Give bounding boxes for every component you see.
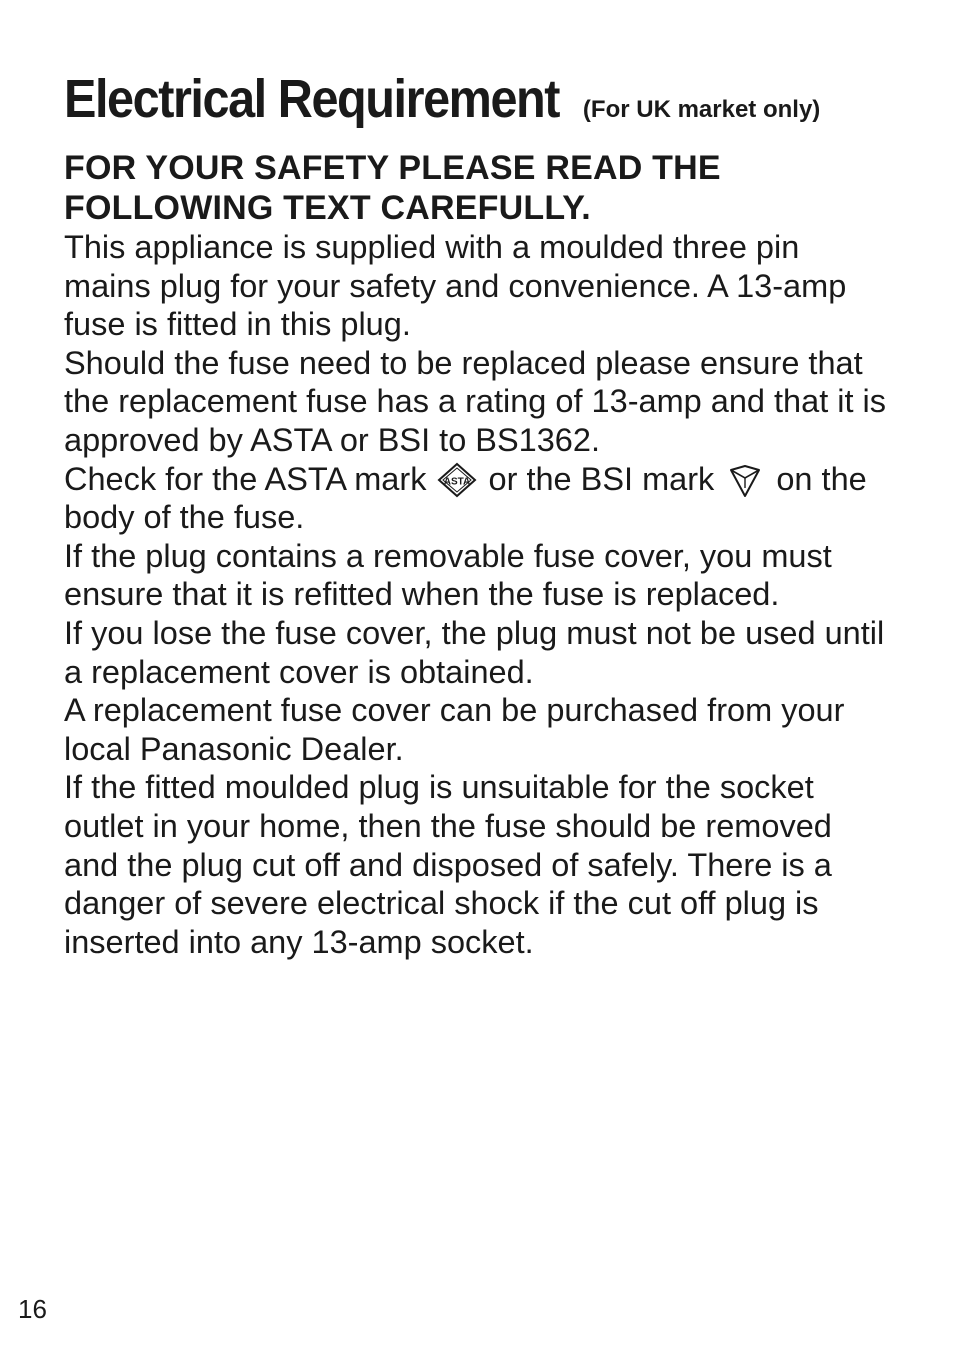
asta-mark-icon: [437, 462, 477, 498]
page-title: Electrical Requirement: [64, 69, 560, 129]
safety-warning-line-1: FOR YOUR SAFETY PLEASE READ THE: [64, 149, 721, 187]
body-text: [64, 228, 894, 961]
page-subtitle: (For UK market only): [582, 96, 821, 123]
check-body-text: on the body of the fuse.: [64, 460, 867, 536]
paragraph-unsuitable-plug: If the fitted moulded plug is unsuitable for the socket outlet in your home, then the fuse should be removed and the plug cut off and disposed of safely. There is a danger of severe electrical shock if the cut off plug is inserted into any 13-amp socket.: [64, 769, 832, 960]
safety-warning: [64, 148, 894, 228]
paragraph-replacement-cover: A replacement fuse cover can be purchased from your local Panasonic Dealer.: [64, 692, 845, 767]
safety-warning-line-2: FOLLOWING TEXT CAREFULLY.: [64, 189, 591, 227]
paragraph-lost-cover: If you lose the fuse cover, the plug must not be used until a replacement cover is obtained.: [64, 614, 885, 690]
paragraph-fuse-replacement: Should the fuse need to be replaced please ensure that the replacement fuse has a rating of 13-amp and that it is approved by ASTA or BSI to BS1362.: [64, 344, 887, 458]
bsi-kitemark-icon: [725, 462, 765, 498]
paragraph-plug-supplied: This appliance is supplied with a moulded three pin mains plug for your safety and convenience. A 13-amp fuse is fitted in this plug.: [64, 229, 847, 343]
page-number: 16: [18, 1294, 47, 1324]
check-asta-text: Check for the ASTA mark: [64, 460, 427, 497]
asta-mark-label: ASTA: [444, 476, 471, 488]
paragraph-fuse-cover: If the plug contains a removable fuse cover, you must ensure that it is refitted when the fuse is replaced.: [64, 537, 832, 613]
page-heading: [64, 69, 894, 129]
page-content: [64, 69, 894, 961]
paragraph-check-marks: [64, 460, 894, 537]
check-bsi-text: or the BSI mark: [488, 460, 715, 497]
